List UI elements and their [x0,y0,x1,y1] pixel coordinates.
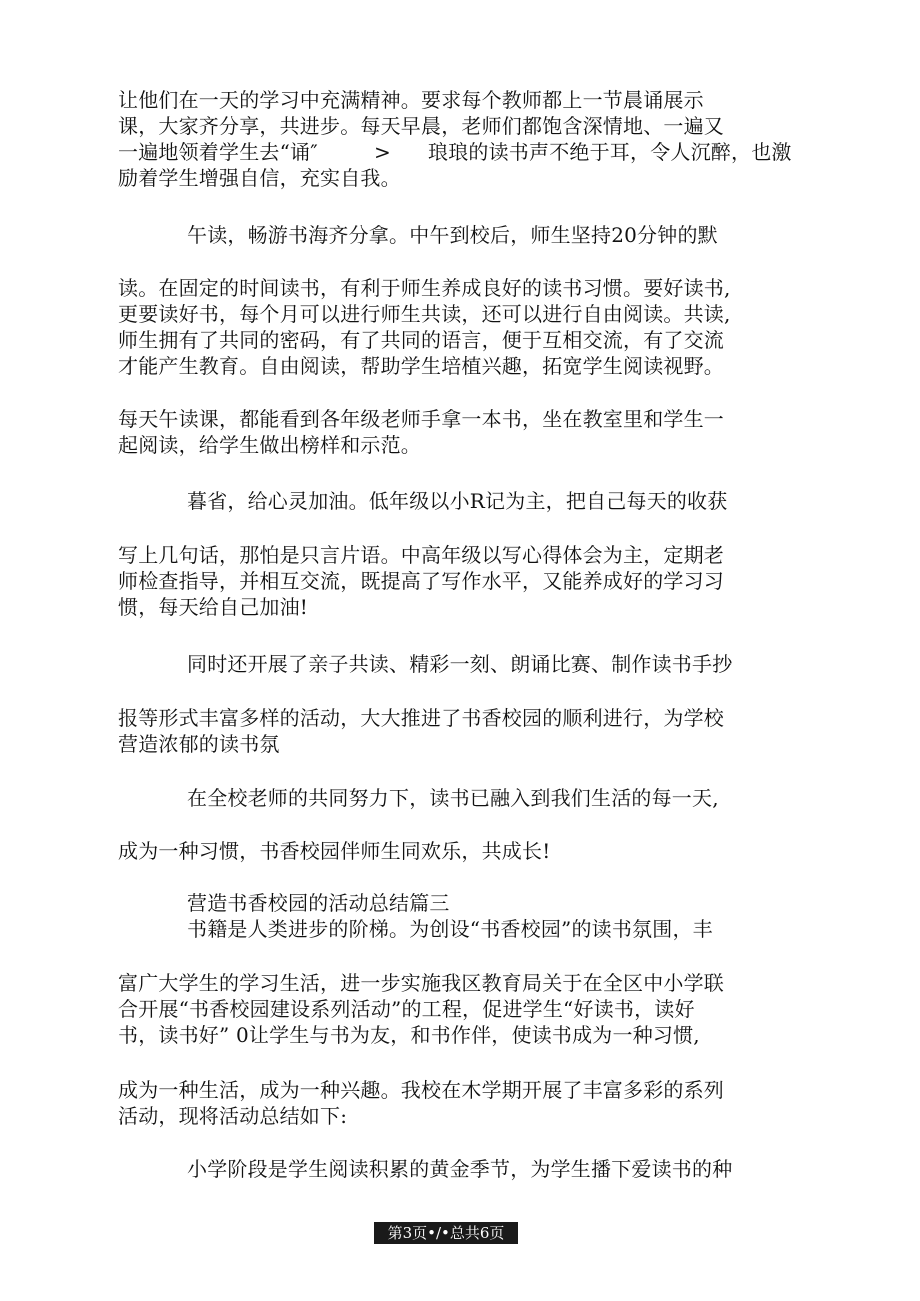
text-line: 励着学生增强自信，充实自我。 [118,166,401,190]
text-line: 师生拥有了共同的密码，有了共同的语言，便于互相交流，有了交流 [118,328,724,352]
text-line: 更要读好书，每个月可以进行师生共读，还可以进行自由阅读。共读, [118,302,731,326]
text-line: 富广大学生的学习生活，进一步实施我区教育局关于在全区中小学联 [118,971,724,995]
text-line-marker: > [374,140,391,164]
paragraph-start: 同时还开展了亲子共读、精彩一刻、朗诵比赛、制作读书手抄 [187,652,733,676]
text-line: 师检查指导，并相互交流，既提高了写作水平，又能养成好的学习习 [118,569,724,593]
text-line: 读。在固定的时间读书，有利于师生养成良好的读书习惯。要好读书, [118,276,731,300]
paragraph-start: 小学阶段是学生阅读积累的黄金季节，为学生播下爱读书的种 [187,1157,733,1181]
text-line: 营造浓郁的读书氛 [118,732,280,756]
paragraph-start: 书籍是人类进步的阶梯。为创设“书香校园”的读书氛围，丰 [187,917,713,941]
text-line: 才能产生教育。自由阅读，帮助学生培植兴趣，拓宽学生阅读视野。 [118,354,724,378]
paragraph-start: 暮省，给心灵加油。低年级以小R记为主，把自己每天的收获 [187,489,728,513]
text-line: 让他们在一天的学习中充满精神。要求每个教师都上一节晨诵展示 [118,88,704,112]
text-line: 书，读书好” 0让学生与书为友，和书作伴，使读书成为一种习惯, [118,1023,700,1047]
text-line: 起阅读，给学生做出榜样和示范。 [118,433,421,457]
page-number-footer: 第3页•/•总共6页 [374,1222,518,1244]
text-line: 课，大家齐分享，共进步。每天早晨，老师们都饱含深情地、一遍又 [118,114,724,138]
text-line: 一遍地领着学生去“诵″ [118,140,318,164]
section-heading: 营造书香校园的活动总结篇三 [187,891,450,915]
text-line: 惯，每天给自己加油! [118,595,309,619]
text-line: 写上几句话，那怕是只言片语。中高年级以写心得体会为主，定期老 [118,543,724,567]
text-line: 琅琅的读书声不绝于耳，令人沉醉，也激 [428,140,792,164]
text-line: 成为一种生活，成为一种兴趣。我校在木学期开展了丰富多彩的系列 [118,1078,724,1102]
text-line: 报等形式丰富多样的活动，大大推进了书香校园的顺利进行，为学校 [118,706,724,730]
text-line: 成为一种习惯，书香校园伴师生同欢乐，共成长! [118,839,551,863]
text-line: 合开展“书香校园建设系列活动”的工程，促进学生“好读书，读好 [118,997,695,1021]
text-line: 每天午读课，都能看到各年级老师手拿一本书，坐在教室里和学生一 [118,407,724,431]
text-line: 活动，现将活动总结如下: [118,1104,348,1128]
paragraph-start: 在全校老师的共同努力下，读书已融入到我们生活的每一天, [187,786,719,810]
paragraph-start: 午读，畅游书海齐分拿。中午到校后，师生坚持20分钟的默 [187,223,718,247]
